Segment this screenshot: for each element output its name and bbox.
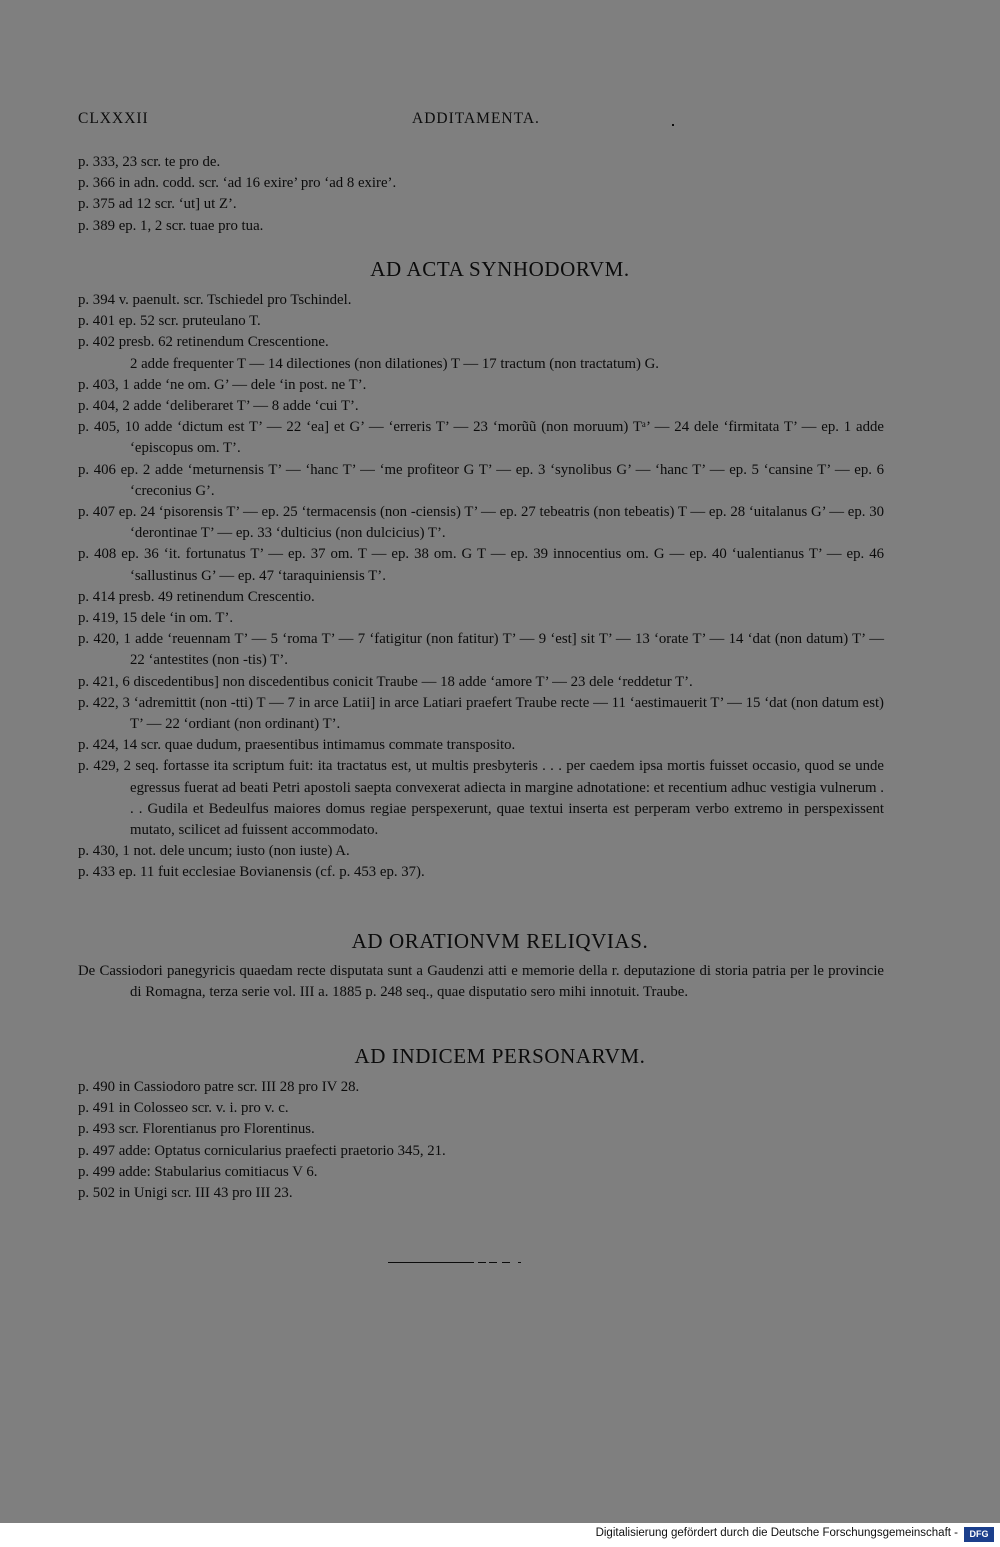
page-number: CLXXXII bbox=[78, 110, 149, 127]
entry-line: p. 408 ep. 36 ‘it. fortunatus T’ — ep. 37 om. T — ep. 38 om. G T — ep. 39 innocentius om. G — ep. 40 ‘ualentianus T’ — ep. 46 ‘sallustinus G’ — ep. 47 ‘taraquiniensis T’. bbox=[78, 546, 884, 584]
entry-line: p. 502 in Unigi scr. III 43 pro III 23. bbox=[78, 1185, 293, 1202]
entry-line: p. 402 presb. 62 retinendum Crescentione. bbox=[78, 334, 329, 351]
print-speck bbox=[672, 124, 674, 126]
entry-line: p. 424, 14 scr. quae dudum, praesentibus intimamus commate transposito. bbox=[78, 737, 516, 754]
entry-line: p. 493 scr. Florentianus pro Florentinus. bbox=[78, 1121, 315, 1138]
entry-line: p. 375 ad 12 scr. ‘ut] ut Z’. bbox=[78, 196, 237, 213]
entry-line: p. 430, 1 not. dele uncum; iusto (non iuste) A. bbox=[78, 843, 350, 860]
additamenta-list-acta bbox=[78, 290, 884, 884]
entry-line: 2 adde frequenter T — 14 dilectiones (non dilationes) T — 17 tractum (non tractatum) G. bbox=[130, 355, 659, 372]
additamenta-list-intro bbox=[78, 152, 884, 237]
orationum-paragraph: De Cassiodori panegyricis quaedam recte disputata sunt a Gaudenzi atti e memorie della r. deputazione di storia patria per le provincie di Romagna, terza serie vol. III a. 1885 p. 248 seq., quae disputatio sero mihi innotuit. Traube. bbox=[78, 963, 884, 1001]
page-header bbox=[78, 110, 883, 132]
entry-line: p. 433 ep. 11 fuit ecclesiae Bovianensis (cf. p. 453 ep. 37). bbox=[78, 864, 425, 881]
entry-line: p. 404, 2 adde ‘deliberaret T’ — 8 adde ‘cui T’. bbox=[78, 398, 359, 415]
section-title-orationum-reliquias: AD ORATIONVM RELIQVIAS. bbox=[351, 929, 649, 953]
entry-line: p. 405, 10 adde ‘dictum est T’ — 22 ‘ea] et G’ — ‘erreris T’ — 23 ‘morũũ (non moruum) Tᵃ’ — 24 dele ‘firmitata T’ — ep. 1 adde ‘episcopus om. T’. bbox=[78, 419, 884, 457]
dfg-logo: DFG bbox=[964, 1527, 994, 1542]
entry-line: p. 366 in adn. codd. scr. ‘ad 16 exire’ pro ‘ad 8 exire’. bbox=[78, 175, 397, 192]
entry-line: p. 490 in Cassiodoro patre scr. III 28 pro IV 28. bbox=[78, 1079, 360, 1095]
entry-line: p. 499 adde: Stabularius comitiacus V 6. bbox=[78, 1163, 318, 1180]
entry-line: p. 497 adde: Optatus cornicularius praefecti praetorio 345, 21. bbox=[78, 1142, 446, 1159]
entry-line: p. 406 ep. 2 adde ‘meturnensis T’ — ‘hanc T’ — ‘me profiteor G T’ — ep. 3 ‘synolibus G’ — ‘hanc T’ — ep. 5 ‘cansine T’ — ep. 6 ‘creconius G’. bbox=[78, 461, 884, 499]
entry-line: p. 429, 2 seq. fortasse ita scriptum fuit: ita tractatus est, ut multis presbyteris . . . per caedem ipsa mortis fuisset occasio, quod se unde egressus fuerat ad beati Petri apostoli saepta convexerat adiecta in margine adnotatione: et recentium adhuc vestigia vulnerum . . . Gudila et Bedeulfus maiores domus regiae perspexerunt, quae textui inserta est perperam verbo extremo in perspexissent mutato, scilicet ad fuissent accommodato. bbox=[78, 758, 884, 839]
section-title-indicem-personarum: AD INDICEM PERSONARVM. bbox=[354, 1044, 646, 1068]
entry-line: p. 419, 15 dele ‘in om. T’. bbox=[78, 610, 234, 627]
entry-line: p. 422, 3 ‘adremittit (non -tti) T — 7 in arce Latii] in arce Latiari praefert Traube recte — 11 ‘aestimauerit T’ — 15 ‘dat (non datum est) T’ — 22 ‘ordiant (non ordinant) T’. bbox=[78, 694, 884, 733]
entry-line: p. 333, 23 scr. te pro de. bbox=[78, 154, 221, 170]
entry-line: p. 491 in Colosseo scr. v. i. pro v. c. bbox=[78, 1100, 289, 1117]
entry-line: p. 401 ep. 52 scr. pruteulano T. bbox=[78, 313, 261, 330]
funding-credit: Digitalisierung gefördert durch die Deutsche Forschungsgemeinschaft - bbox=[595, 1527, 958, 1539]
entry-line: p. 394 v. paenult. scr. Tschiedel pro Tschindel. bbox=[78, 292, 352, 308]
footer-bar bbox=[0, 1523, 1000, 1547]
entry-line: p. 420, 1 adde ‘reuennam T’ — 5 ‘roma T’ — 7 ‘fatigitur (non fatitur) T’ — 9 ‘est] sit T’ — 13 ‘orate T’ — 14 ‘dat (non datum) T’ — 22 ‘antestites (non -tis) T’. bbox=[78, 631, 884, 669]
entry-line: p. 389 ep. 1, 2 scr. tuae pro tua. bbox=[78, 217, 264, 234]
entry-line: p. 403, 1 adde ‘ne om. G’ — dele ‘in post. ne T’. bbox=[78, 376, 367, 393]
entry-line: p. 421, 6 discedentibus] non discedentibus conicit Traube — 18 adde ‘amore T’ — 23 dele ‘reddetur T’. bbox=[78, 673, 693, 690]
additamenta-list-indicem bbox=[78, 1077, 884, 1204]
entry-line: p. 407 ep. 24 ‘pisorensis T’ — ep. 25 ‘termacensis (non -ciensis) T’ — ep. 27 tebeatris (non tebeatis) T — ep. 28 ‘uitalanus G’ — ep. 30 ‘derontinae T’ — ep. 33 ‘dulticius (non dulcicius) T’. bbox=[78, 504, 884, 542]
entry-line: p. 414 presb. 49 retinendum Crescentio. bbox=[78, 588, 315, 605]
running-title: ADDITAMENTA. bbox=[412, 110, 540, 127]
section-title-acta-synhodorum: AD ACTA SYNHODORVM. bbox=[370, 257, 630, 281]
